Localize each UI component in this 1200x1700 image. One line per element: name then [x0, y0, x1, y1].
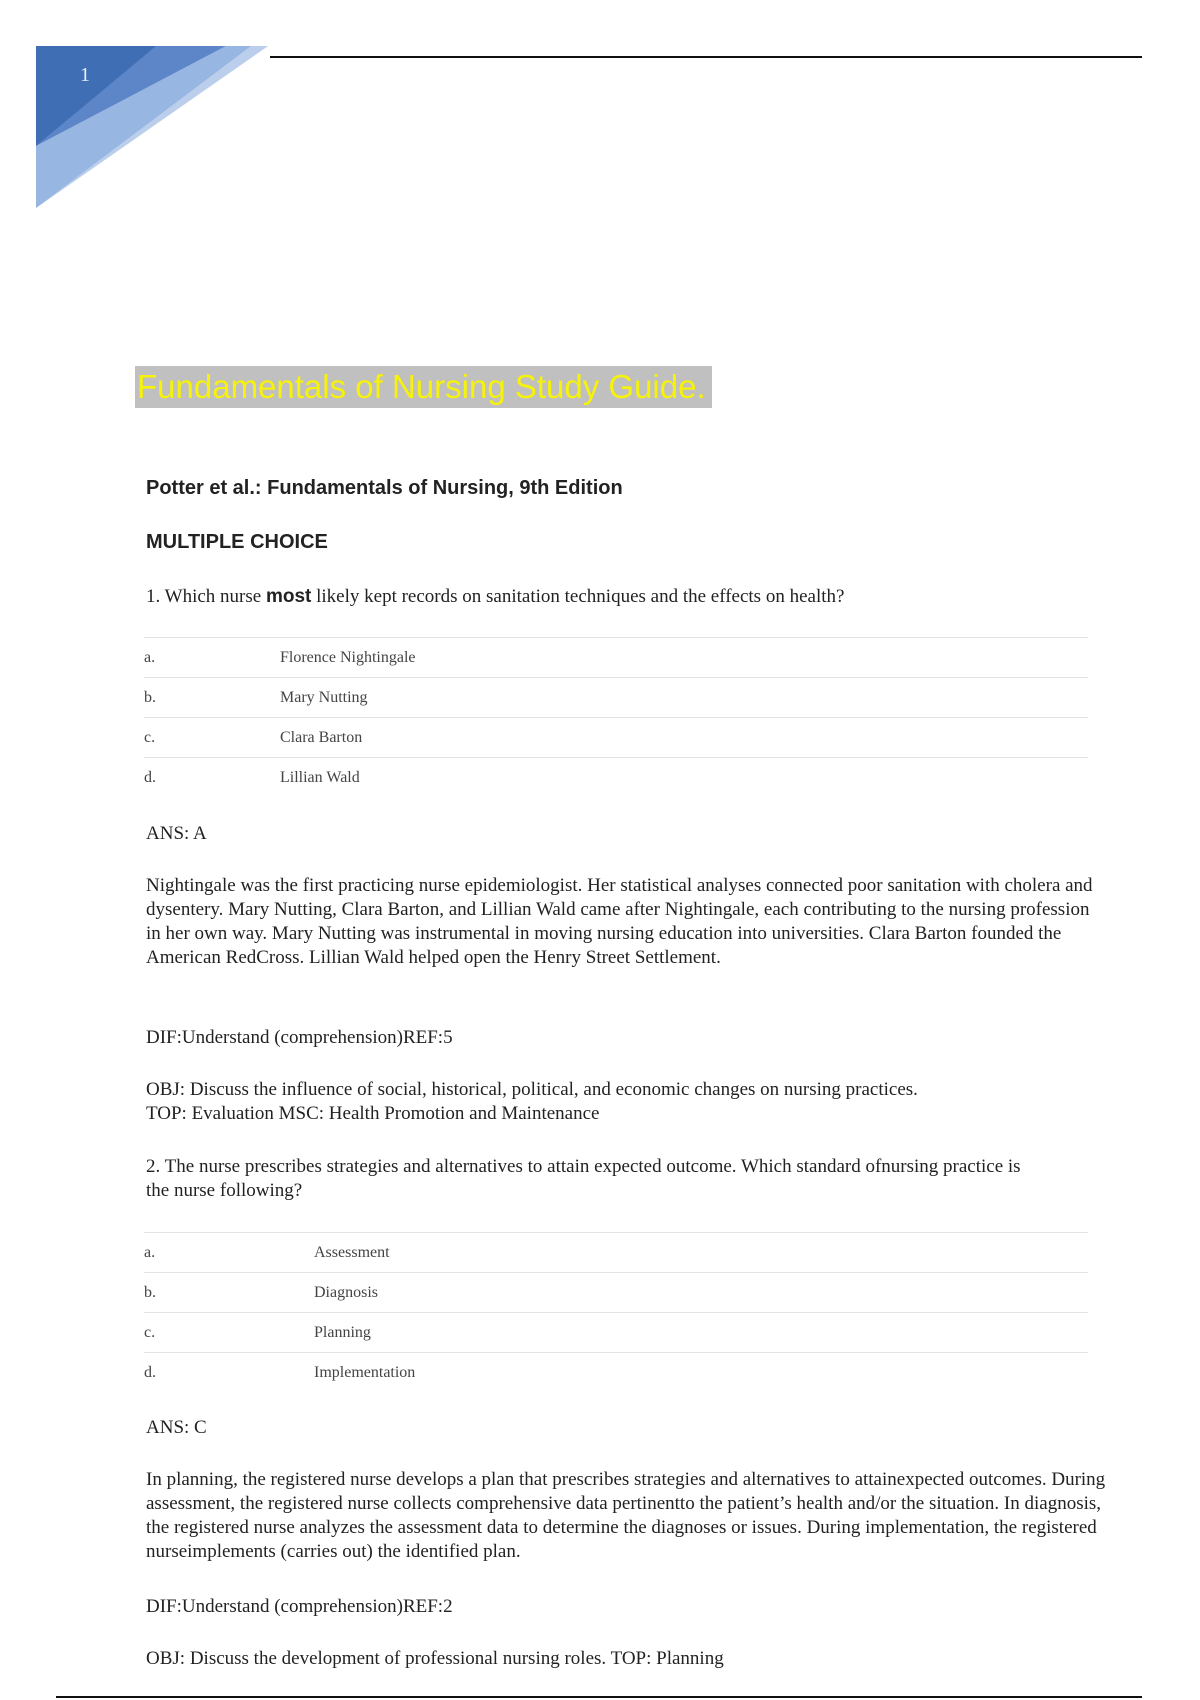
option-row[interactable] [144, 1232, 1088, 1272]
question-2-options [144, 1232, 1088, 1392]
document-title: Fundamentals of Nursing Study Guide. [135, 366, 712, 408]
question-1-dif-ref: DIF:Understand (comprehension)REF:5 [146, 1027, 453, 1048]
question-1-options [144, 637, 1088, 797]
option-row[interactable] [144, 637, 1088, 677]
option-text: Florence Nightingale [280, 649, 416, 666]
option-row[interactable] [144, 717, 1088, 757]
footer-rule [56, 1696, 1142, 1698]
option-text: Assessment [314, 1244, 390, 1261]
option-letter: d. [144, 1364, 156, 1381]
option-row[interactable] [144, 677, 1088, 717]
question-2-objective: OBJ: Discuss the development of professional nursing roles. TOP: Planning [146, 1648, 724, 1669]
option-text: Lillian Wald [280, 769, 360, 786]
question-2-answer: ANS: C [146, 1417, 207, 1438]
question-2-rationale: In planning, the registered nurse develops a plan that prescribes strategies and alternatives to attainexpected outcomes. During assessment, the registered nurse collects comprehensive data pertinentto the patient’s health and/or the situation. In diagnosis, the registered nurse analyzes the assessment data to determine the diagnoses or issues. During implementation, the registered nurseimplements (carries out) the identified plan. [146, 1469, 1106, 1562]
option-row[interactable] [144, 757, 1088, 797]
question-2-stem: 2. The nurse prescribes strategies and alternatives to attain expected outcome. Which standard ofnursing practice is the nurse following? [146, 1156, 1021, 1201]
option-text: Mary Nutting [280, 689, 368, 706]
header-rule [270, 56, 1142, 58]
option-letter: a. [144, 649, 156, 666]
section-heading: MULTIPLE CHOICE [146, 531, 328, 553]
option-letter: b. [144, 689, 156, 706]
question-1-objective: OBJ: Discuss the influence of social, historical, political, and economic changes on nursing practices. TOP: Evaluation MSC: Health Promotion and Maintenance [146, 1079, 918, 1124]
option-letter: a. [144, 1244, 156, 1261]
option-text: Implementation [314, 1364, 416, 1381]
option-text: Clara Barton [280, 729, 363, 746]
option-row[interactable] [144, 1312, 1088, 1352]
question-1-rationale: Nightingale was the first practicing nurse epidemiologist. Her statistical analyses connected poor sanitation with cholera and dysentery. Mary Nutting, Clara Barton, and Lillian Wald came after Nightingale, each contributing to the nursing profession in her own way. Mary Nutting was instrumental in moving nursing education into universities. Clara Barton founded the American RedCross. Lillian Wald helped open the Henry Street Settlement. [146, 875, 1093, 968]
option-text: Diagnosis [314, 1284, 378, 1301]
page-number: 1 [80, 64, 90, 86]
book-title: Potter et al.: Fundamentals of Nursing, 9th Edition [146, 477, 623, 499]
option-letter: c. [144, 729, 156, 746]
question-2-dif-ref: DIF:Understand (comprehension)REF:2 [146, 1596, 453, 1617]
header-corner-graphic [36, 46, 268, 208]
option-row[interactable] [144, 1352, 1088, 1392]
option-text: Planning [314, 1324, 371, 1341]
option-letter: d. [144, 769, 156, 786]
question-1-stem: 1. Which nurse most likely kept records on sanitation techniques and the effects on health? [146, 586, 845, 607]
question-1-answer: ANS: A [146, 823, 207, 844]
option-letter: c. [144, 1324, 156, 1341]
option-letter: b. [144, 1284, 156, 1301]
option-row[interactable] [144, 1272, 1088, 1312]
